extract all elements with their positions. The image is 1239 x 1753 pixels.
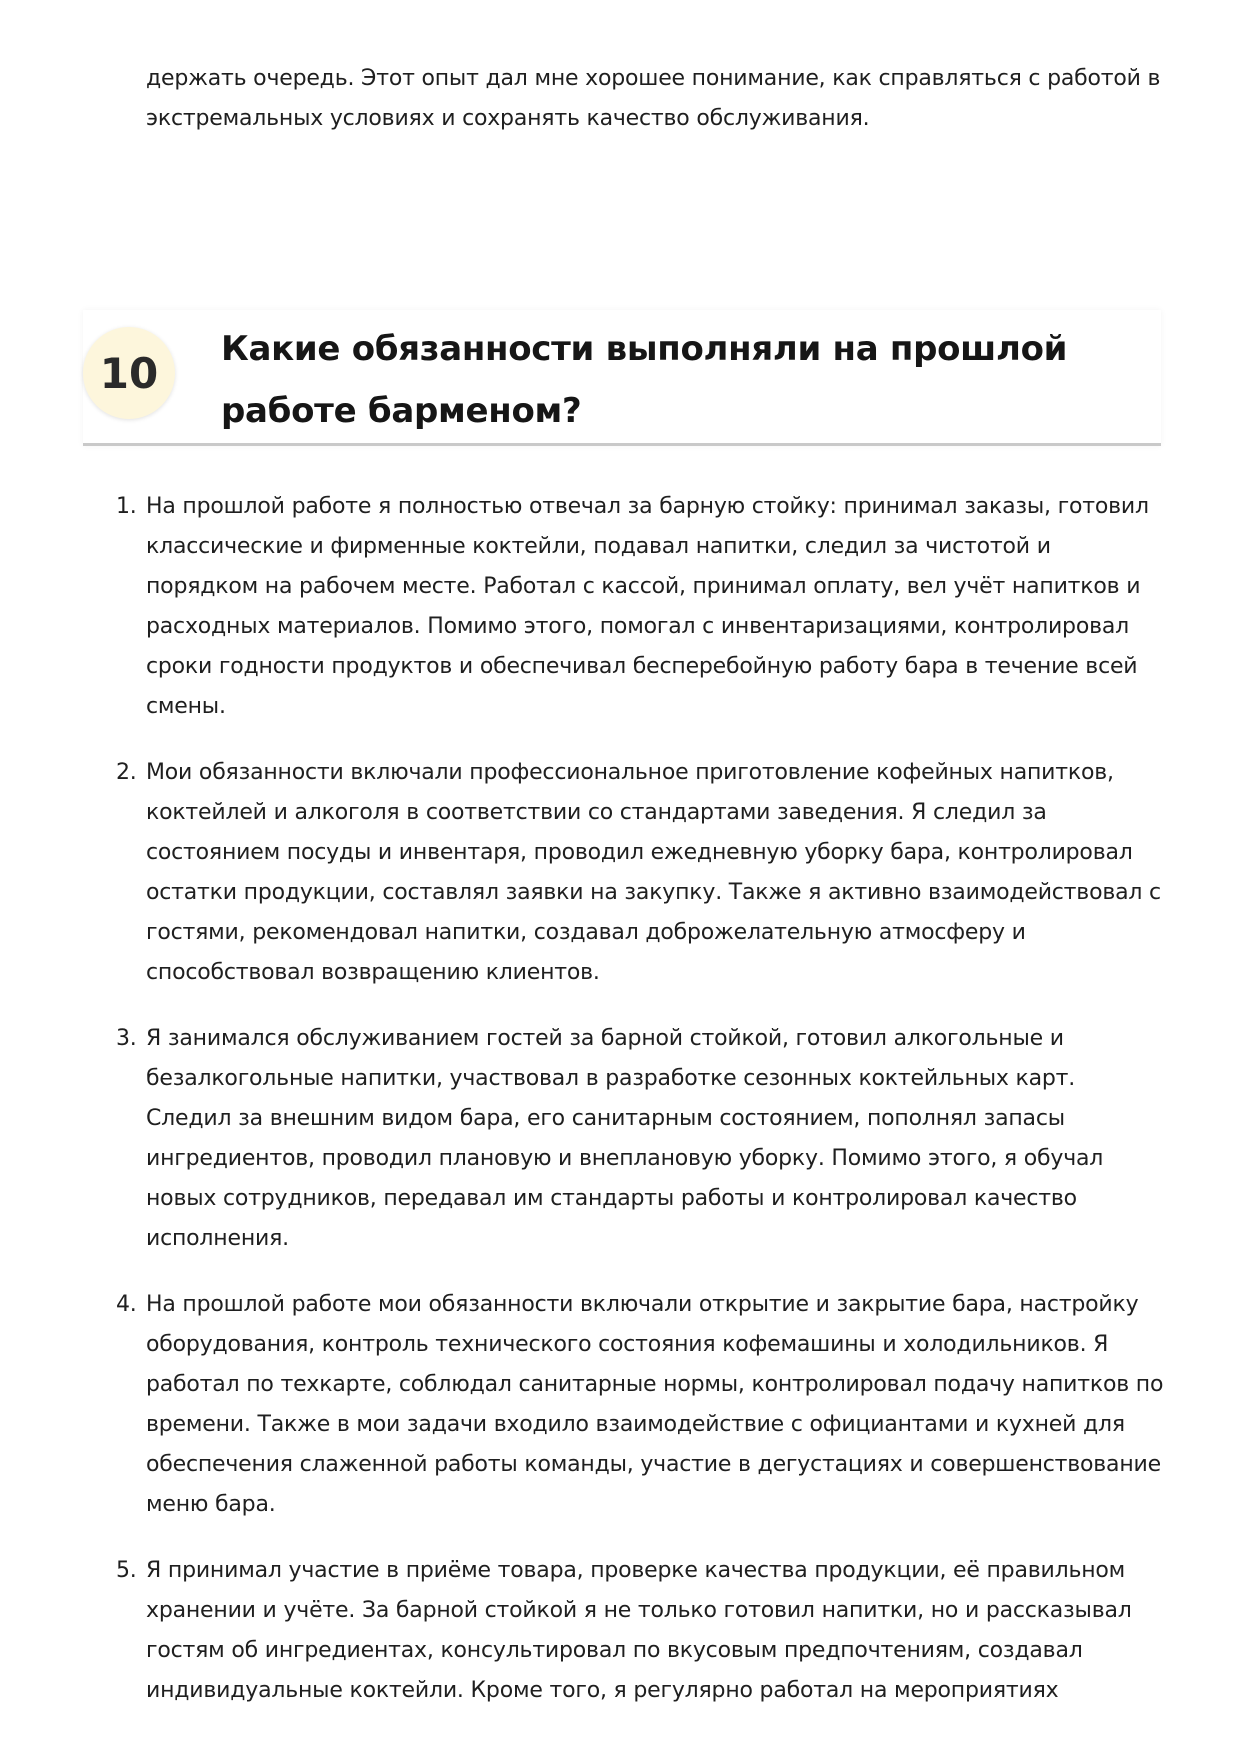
- answer-text: Я занимался обслуживанием гостей за барной стойкой, готовил алкогольные и безалкогольные напитки, участвовал в разработке сезонных коктейльных карт. Следил за внешним видом бара, его санитарным состоянием, пополнял запасы ингредиентов, проводил плановую и внеплановую уборку. Помимо этого, я обучал новых сотрудников, передавал им стандарты работы и контролировал качество исполнения.: [146, 1026, 1104, 1251]
- question-number-badge: 10: [83, 327, 175, 419]
- answer-item: [116, 1551, 1166, 1711]
- answer-item: [116, 753, 1166, 993]
- answer-text: Я принимал участие в приёме товара, проверке качества продукции, её правильном хранении и учёте. За барной стойкой я не только готовил напитки, но и рассказывал гостям об ингредиентах, консультировал по вкусовым предпочтениям, создавал индивидуальные коктейли. Кроме того, я регулярно работал на мероприятиях: [146, 1558, 1132, 1703]
- answer-number: 2.: [116, 760, 137, 785]
- answer-item: [116, 487, 1166, 727]
- answer-text: Мои обязанности включали профессиональное приготовление кофейных напитков, коктейлей и алкоголя в соответствии со стандартами заведения. Я следил за состоянием посуды и инвентаря, проводил ежедневную уборку бара, контролировал остатки продукции, составлял заявки на закупку. Также я активно взаимодействовал с гостями, рекомендовал напитки, создавал доброжелательную атмосферу и способствовал возвращению клиентов.: [146, 760, 1161, 985]
- answer-item: [116, 1019, 1166, 1259]
- answer-number: 3.: [116, 1026, 137, 1051]
- answer-item: [116, 1285, 1166, 1525]
- question-title: Какие обязанности выполняли на прошлой работе барменом?: [221, 329, 1068, 431]
- answer-number: 4.: [116, 1292, 137, 1317]
- answer-text: На прошлой работе я полностью отвечал за барную стойку: принимал заказы, готовил классические и фирменные коктейли, подавал напитки, следил за чистотой и порядком на рабочем месте. Работал с кассой, принимал оплату, вел учёт напитков и расходных материалов. Помимо этого, помогал с инвентаризациями, контролировал сроки годности продуктов и обеспечивал бесперебойную работу бара в течение всей смены.: [146, 494, 1149, 719]
- answer-number: 1.: [116, 494, 137, 519]
- question-header: [83, 310, 1161, 446]
- answer-number: 5.: [116, 1558, 137, 1583]
- intro-text: держать очередь. Этот опыт дал мне хорошее понимание, как справляться с работой в экстремальных условиях и сохранять качество обслуживания.: [146, 66, 1161, 131]
- answer-text: На прошлой работе мои обязанности включали открытие и закрытие бара, настройку оборудования, контроль технического состояния кофемашины и холодильников. Я работал по техкарте, соблюдал санитарные нормы, контролировал подачу напитков по времени. Также в мои задачи входило взаимодействие с официантами и кухней для обеспечения слаженной работы команды, участие в дегустациях и совершенствование меню бара.: [146, 1292, 1164, 1517]
- intro-paragraph: [146, 59, 1166, 139]
- answer-list: [116, 487, 1166, 1737]
